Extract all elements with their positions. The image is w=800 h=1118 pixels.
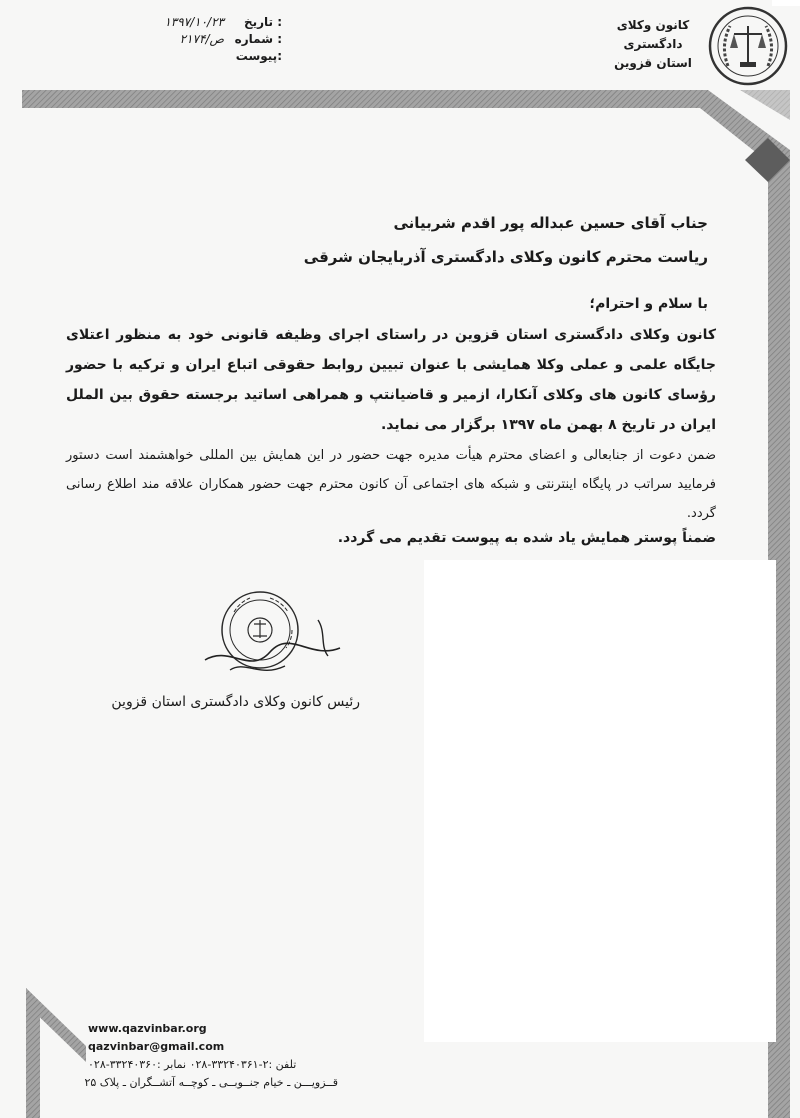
- attachment-row: [122, 48, 282, 65]
- letterhead-line: کانون وکلای: [616, 18, 690, 32]
- footer-address: قــزویـــن ـ خیام جنــوبــی ـ کوچــه آتشــگران ـ پلاک ۲۵: [84, 1076, 338, 1089]
- official-stamp-and-signature: [200, 590, 350, 690]
- date-label: تاریخ :: [243, 15, 282, 29]
- letterhead-name: [598, 16, 708, 73]
- number-label: شماره :: [234, 32, 282, 46]
- attachment-label: پیوست:: [235, 49, 282, 63]
- bar-association-logo-icon: [706, 4, 790, 88]
- letterhead-line: دادگستری: [623, 37, 683, 51]
- date-row: [122, 14, 282, 31]
- signatory-title: رئیس کانون وکلای دادگستری استان قزوین: [111, 694, 360, 710]
- number-row: [122, 31, 282, 48]
- recipient-title: ریاست محترم کانون وکلای دادگستری آذربایجان شرقی: [303, 248, 708, 266]
- greeting: با سلام و احترام؛: [589, 296, 708, 312]
- footer-web-email: www.qazvinbar.org qazvinbar@gmail.com: [88, 1022, 225, 1053]
- body-paragraph-2: ضمن دعوت از جنابعالی و اعضای محترم هیأت مدیره جهت حضور در این همایش بین المللی خواهشمند است دستور فرمایید سراتب در پایگاه اینترنتی و شبکه های اجتماعی آن کانون محترم جهت حضور همکاران علاقه مند اطلاع رسانی گردد.: [66, 448, 716, 521]
- footer-frame: [0, 980, 90, 1118]
- recipient-name: جناب آقای حسین عبداله پور اقدم شربیانی: [393, 214, 708, 232]
- recipient-block: [88, 206, 708, 274]
- redacted-area: [424, 560, 776, 1042]
- body-paragraph-3: ضمناً پوستر همایش یاد شده به پیوست تقدیم می گردد.: [337, 530, 716, 546]
- number-value: ۲۱۷۴/ص: [179, 32, 224, 46]
- letterhead-line: استان قزوین: [614, 56, 692, 70]
- footer-contact: [84, 1020, 338, 1092]
- body-paragraph-1: کانون وکلای دادگستری استان قزوین در راستای اجرای وظیفه قانونی خود به منظور اعتلای جایگاه علمی و عملی وکلا همایشی با عنوان تبیین روابط حقوقی اتباع ایران و ترکیه با حضور رؤسای کانون های وکلای آنکارا، ازمیر و قاضیانتپ و همراهی اساتید برجسته حقوق بین الملل ایران در تاریخ ۸ بهمن ماه ۱۳۹۷ برگزار می نماید.: [66, 327, 716, 433]
- footer-phone-fax: تلفن :۲-۳۳۲۴۰۳۶۱-۰۲۸ نمابر :۳۳۲۴۰۳۶۰-۰۲۸: [88, 1058, 297, 1071]
- letter-meta: [122, 14, 282, 65]
- date-value: ۱۳۹۷/۱۰/۲۳: [164, 15, 224, 29]
